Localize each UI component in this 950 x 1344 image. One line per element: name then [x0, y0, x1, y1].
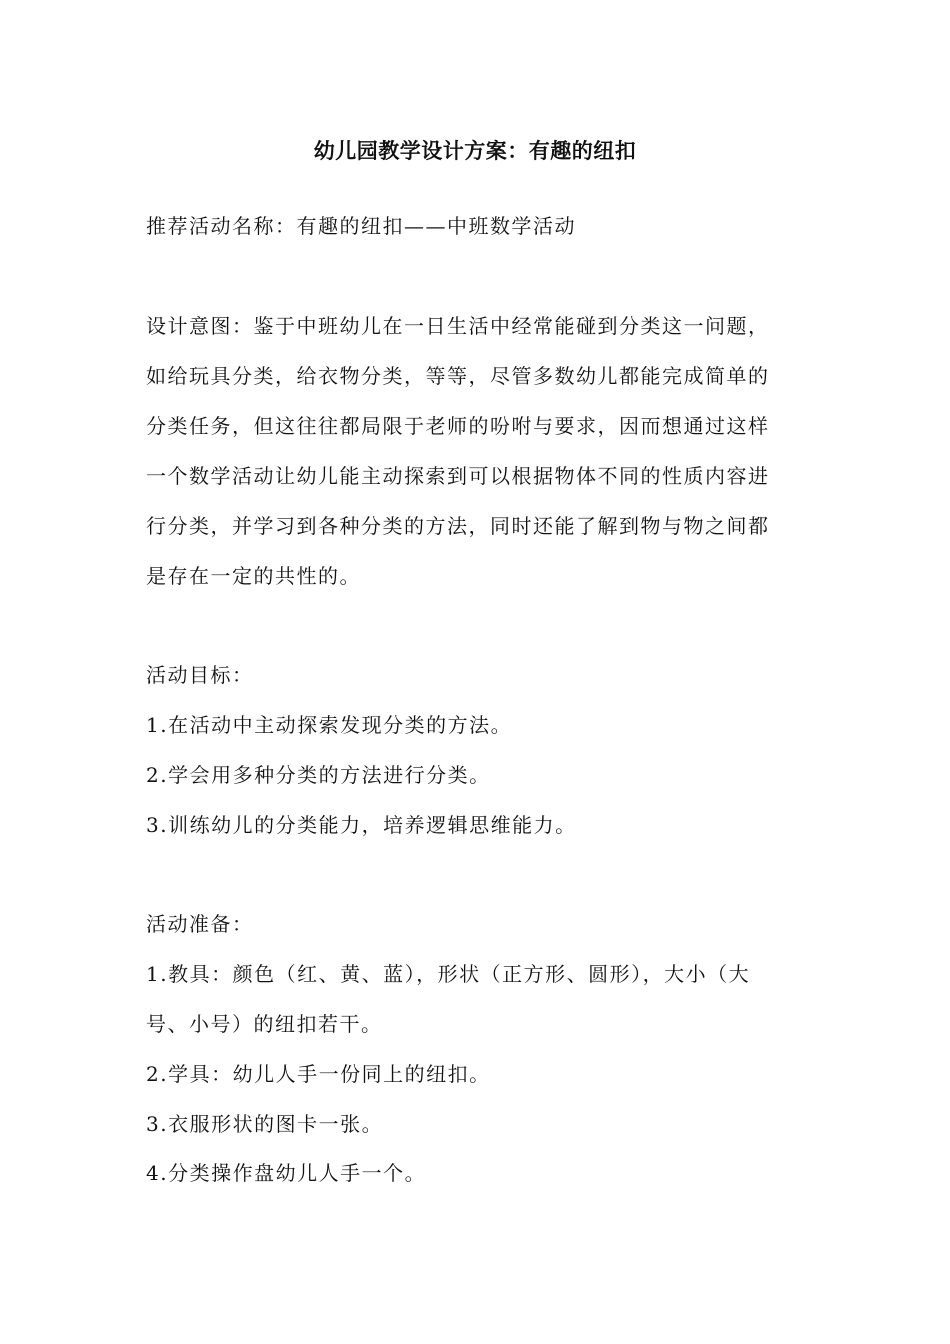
design-intent-line: 分类任务，但这往往都局限于老师的吩咐与要求，因而想通过这样	[146, 414, 770, 438]
preparation-item: 4.分类操作盘幼儿人手一个。	[146, 1161, 427, 1185]
document-title: 幼儿园教学设计方案：有趣的纽扣	[313, 139, 637, 163]
preparation-item: 2.学具：幼儿人手一份同上的纽扣。	[146, 1062, 491, 1086]
preparation-item-continued: 号、小号）的纽扣若干。	[146, 1012, 383, 1036]
design-intent-line: 如给玩具分类，给衣物分类，等等，尽管多数幼儿都能完成简单的	[146, 364, 770, 388]
goals-heading: 活动目标：	[146, 663, 254, 687]
design-intent-line: 是存在一定的共性的。	[146, 564, 361, 588]
design-intent-line: 设计意图：鉴于中班幼儿在一日生活中经常能碰到分类这一问题，	[146, 314, 770, 338]
goal-item: 3.训练幼儿的分类能力，培养逻辑思维能力。	[146, 813, 577, 837]
design-intent-line: 一个数学活动让幼儿能主动探索到可以根据物体不同的性质内容进	[146, 464, 770, 488]
design-intent-line: 行分类，并学习到各种分类的方法，同时还能了解到物与物之间都	[146, 514, 770, 538]
activity-name: 推荐活动名称：有趣的纽扣——中班数学活动	[146, 214, 576, 238]
goal-item: 2.学会用多种分类的方法进行分类。	[146, 763, 491, 787]
preparation-heading: 活动准备：	[146, 912, 254, 936]
preparation-item: 1.教具：颜色（红、黄、蓝），形状（正方形、圆形），大小（大	[146, 962, 751, 986]
goal-item: 1.在活动中主动探索发现分类的方法。	[146, 713, 513, 737]
preparation-item: 3.衣服形状的图卡一张。	[146, 1112, 384, 1136]
